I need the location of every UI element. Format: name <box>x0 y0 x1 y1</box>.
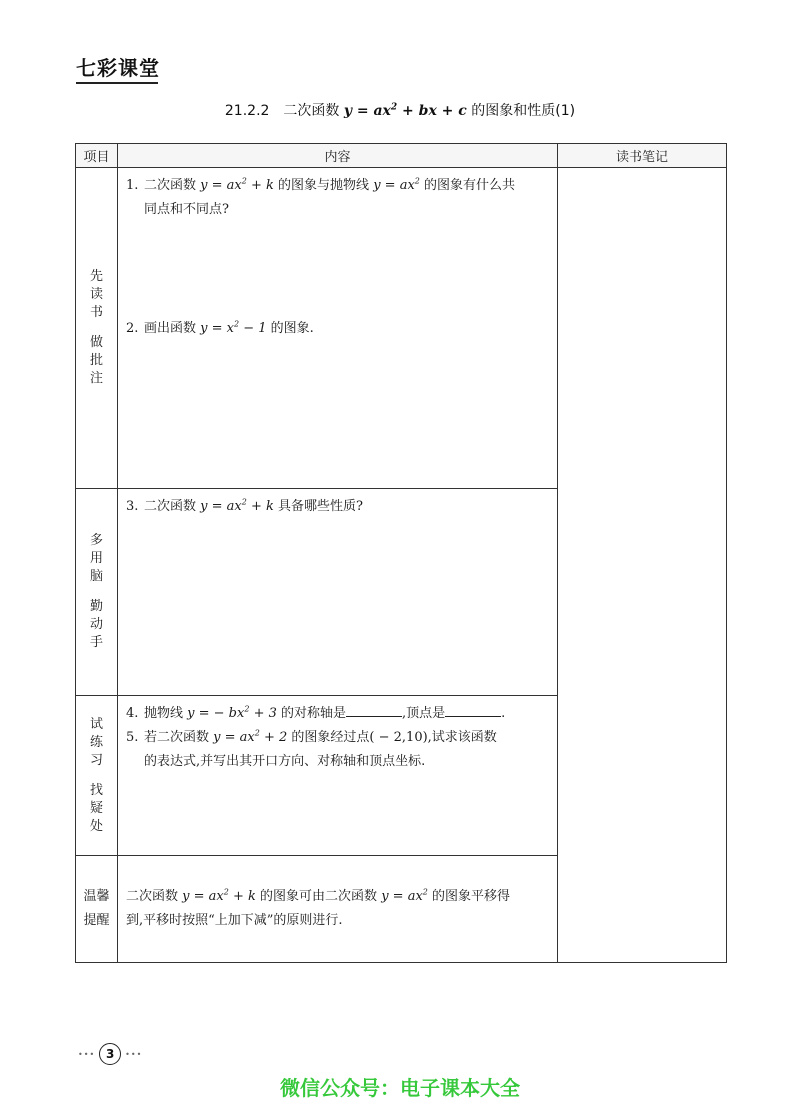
section-read <box>76 168 727 489</box>
table-header-row <box>76 144 727 168</box>
lesson-title-prefix: 21.2.2 二次函数 <box>224 103 340 119</box>
question-1: 1. 二次函数 $y = ax^2 + k$ 的图象与抛物线 $y = ax^2$ 的图象有什么共 同点和不同点? <box>126 176 516 217</box>
page-number <box>78 1043 142 1065</box>
study-table <box>75 143 727 963</box>
question-3: 3. 二次函数 $y = ax^2 + k$ 具备哪些性质? <box>126 497 364 514</box>
watermark: 微信公众号：电子课本大全 <box>280 1076 520 1100</box>
header-item: 项目 <box>76 144 118 168</box>
header-content: 内容 <box>118 144 558 168</box>
dots-right-icon: ••• <box>125 1049 143 1059</box>
section-content <box>118 168 558 489</box>
page-number-badge: 3 <box>99 1043 121 1065</box>
lesson-title-suffix: 的图象和性质(1) <box>471 103 576 119</box>
lesson-title-formula: $y = ax^2$ + bx + c <box>343 102 467 119</box>
section-label: 温馨 提醒 <box>76 856 118 963</box>
dots-left-icon: ••• <box>78 1049 96 1059</box>
tip-content: 二次函数 $y = ax^2 + k$ 的图象可由二次函数 $y = ax^2$ 的图象平移得 到,平移时按照“上加下减”的原则进行. <box>118 856 558 963</box>
header-notes: 读书笔记 <box>558 144 727 168</box>
publisher-logo: 七彩课堂 <box>76 56 160 80</box>
logo-underline <box>76 82 158 84</box>
question-4: 4. 抛物线 y = − $bx^2 + 3$ 的对称轴是 ,顶点是 . <box>126 702 547 726</box>
answer-blank-axis[interactable] <box>346 702 402 717</box>
question-5: 5. 若二次函数 $y = ax^2 + 2$ 的图象经过点( − 2,10),试求该函数 的表达式,并写出其开口方向、对称轴和顶点坐标. <box>126 728 497 769</box>
section-content <box>118 489 558 696</box>
reading-notes-column[interactable] <box>558 168 727 963</box>
lesson-title <box>0 100 800 120</box>
question-2: 2. 画出函数 $y = x^2 - 1$ 的图象. <box>126 319 314 336</box>
section-content <box>118 696 558 856</box>
section-label: 先 读 书 做 批 注 <box>76 168 118 489</box>
answer-blank-vertex[interactable] <box>445 702 501 717</box>
section-label: 试 练 习 找 疑 处 <box>76 696 118 856</box>
section-label: 多 用 脑 勤 动 手 <box>76 489 118 696</box>
